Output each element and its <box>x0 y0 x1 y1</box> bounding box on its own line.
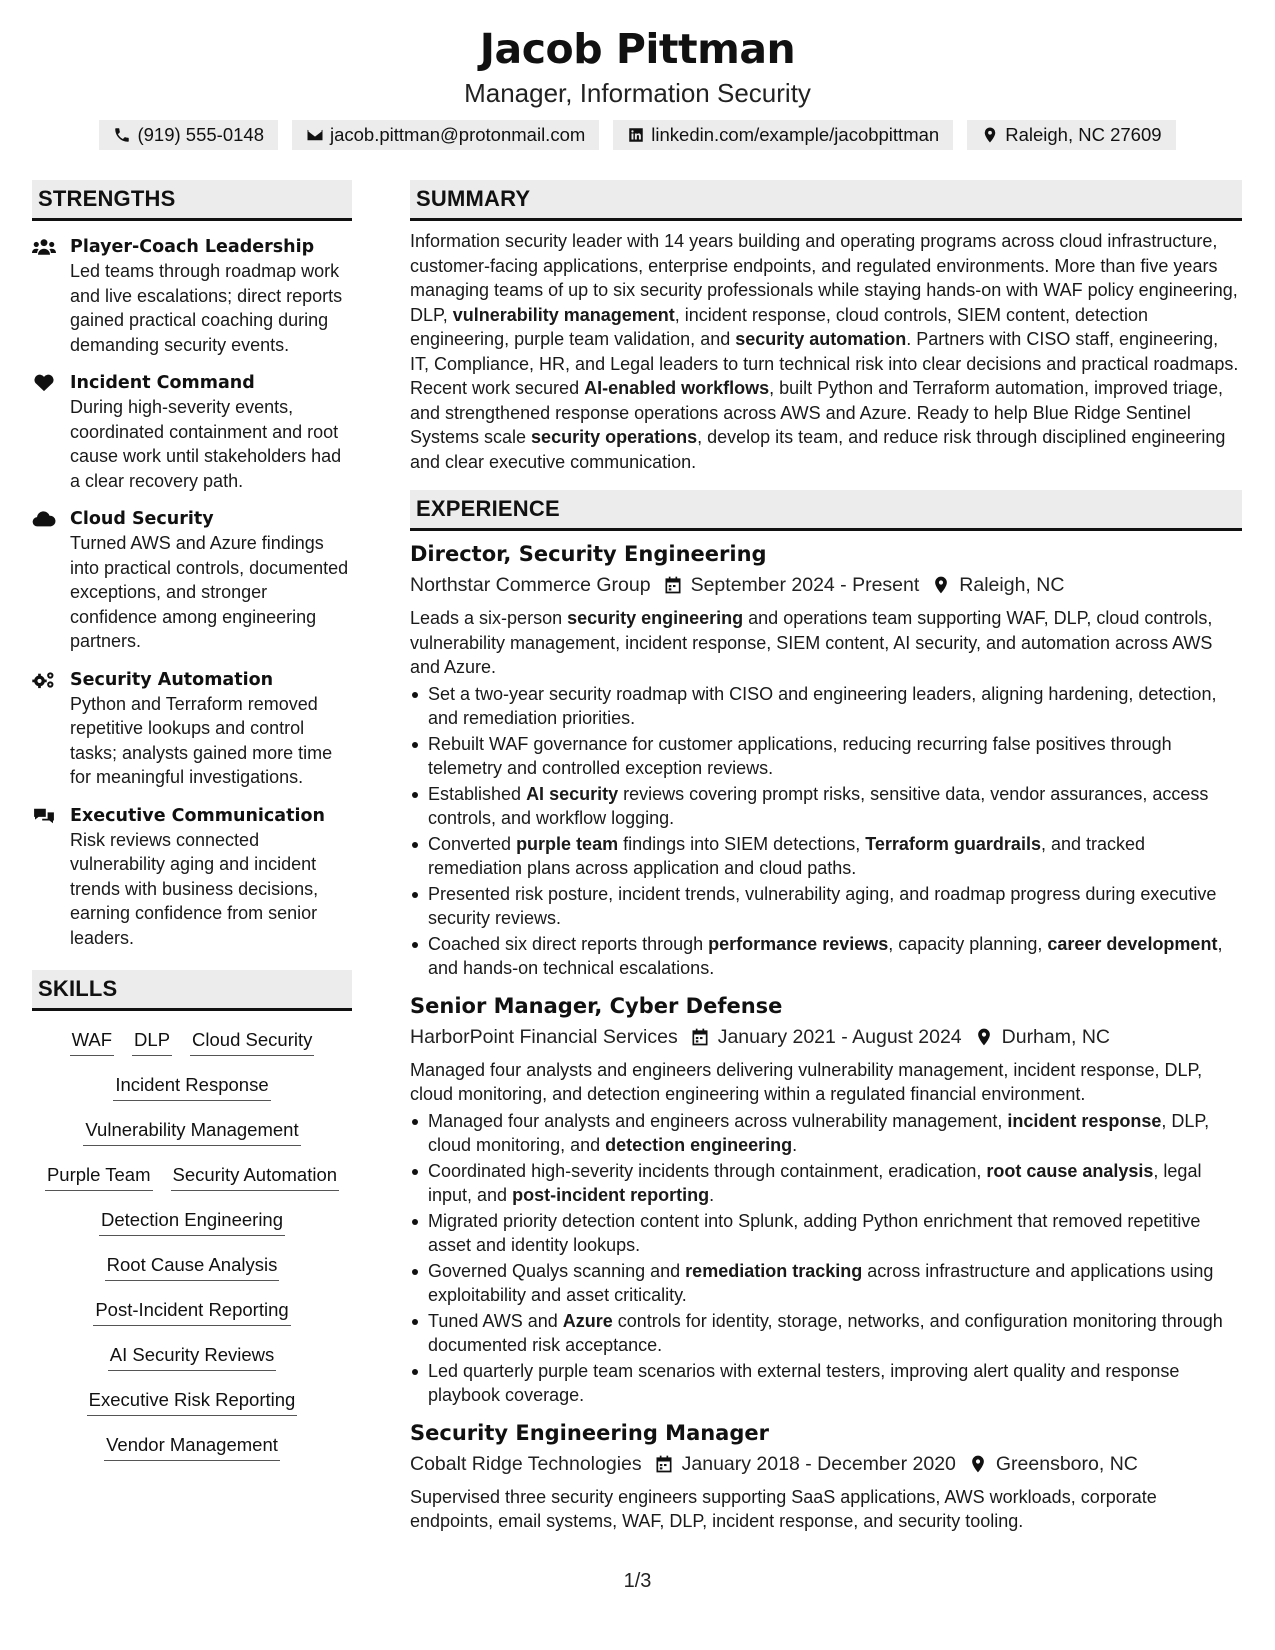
skill-row <box>105 1252 280 1297</box>
skill-tag: AI Security Reviews <box>108 1342 277 1371</box>
job-bullet: Migrated priority detection content into Splunk, adding Python enrichment that removed repetitive asset and identity lookups. <box>410 1209 1242 1258</box>
job-entry <box>410 539 1242 981</box>
job-bullet: Managed four analysts and engineers across vulnerability management, incident response, DLP, cloud monitoring, and detection engineering. <box>410 1109 1242 1158</box>
contact-phone[interactable] <box>99 120 278 150</box>
bold-keyword: security engineering <box>567 608 744 628</box>
job-location: Raleigh, NC <box>959 574 1065 596</box>
skill-row <box>99 1207 285 1252</box>
summary-heading: SUMMARY <box>410 180 1242 221</box>
job-location: Durham, NC <box>1001 1025 1110 1048</box>
job-dates: September 2024 - Present <box>690 574 920 596</box>
job-entry <box>410 1418 1242 1534</box>
job-company: HarborPoint Financial Services <box>410 1025 678 1048</box>
skills-heading: SKILLS <box>32 970 352 1011</box>
skill-tag: Detection Engineering <box>99 1207 285 1236</box>
strength-item <box>32 668 352 790</box>
page-number: 1/3 <box>623 1570 652 1592</box>
skill-tag: Incident Response <box>113 1072 270 1101</box>
job-description: Managed four analysts and engineers delivering vulnerability management, incident response, DLP, cloud monitoring, and detection engineering within a regulated financial environment. <box>410 1059 1203 1104</box>
bold-keyword: Terraform guardrails <box>865 833 1041 854</box>
strength-item <box>32 507 352 654</box>
bold-keyword: performance reviews <box>708 933 889 954</box>
bold-keyword: security automation <box>735 329 907 349</box>
candidate-name: Jacob Pittman <box>479 25 796 73</box>
job-meta <box>410 1022 1242 1052</box>
job-bullets <box>410 682 1242 981</box>
strength-title: Security Automation <box>70 669 274 690</box>
bold-keyword: post-incident reporting <box>512 1185 710 1205</box>
linkedin-icon <box>627 126 645 144</box>
map-pin-icon <box>974 1027 994 1047</box>
bold-keyword: AI-enabled workflows <box>584 378 770 398</box>
right-column <box>410 180 1242 1534</box>
job-location: Greensboro, NC <box>995 1452 1138 1475</box>
bold-keyword: purple team <box>516 833 619 854</box>
job-description: Supervised three security engineers supporting SaaS applications, AWS workloads, corporate endpoints, email systems, WAF, DLP, incident response, and security tooling. <box>410 1486 1157 1531</box>
bold-keyword: Azure <box>562 1310 613 1331</box>
map-pin-icon <box>968 1454 988 1474</box>
calendar-icon <box>654 1454 674 1474</box>
calendar-icon <box>690 1027 710 1047</box>
job-bullet: Coached six direct reports through performance reviews, capacity planning, career development, and hands-on technical escalations. <box>410 932 1242 981</box>
strength-item <box>32 235 352 357</box>
skill-row <box>70 1027 315 1072</box>
skill-tag: Post-Incident Reporting <box>93 1297 290 1326</box>
bold-keyword: career development <box>1047 933 1218 954</box>
skill-tag: Vulnerability Management <box>83 1117 300 1146</box>
bold-keyword: detection engineering <box>605 1135 793 1155</box>
skills-list <box>32 1027 352 1477</box>
contact-location <box>967 120 1175 150</box>
skill-row <box>93 1297 290 1342</box>
summary-text: Information security leader with 14 years building and operating programs across cloud infrastructure, customer-facing applications, enterprise endpoints, and regulated environments. More than five years managing teams of up to six security professionals while staying hands-on with WAF policy engineering, DLP, vulnerability management, incident response, cloud controls, SIEM content, detection engineering, purple team validation, and security automation. Partners with CISO staff, engineering, IT, Compliance, HR, and Legal leaders to turn technical risk into clear decisions and practical roadmaps. Recent work secured AI-enabled workflows, built Python and Terraform automation, improved triage, and strengthened response operations across AWS and Azure. Ready to help Blue Ridge Sentinel Systems scale security operations, develop its team, and reduce risk through disciplined engineering and clear executive communication. <box>410 231 1239 472</box>
contact-phone-text: (919) 555-0148 <box>137 124 264 145</box>
contact-location-text: Raleigh, NC 27609 <box>1005 124 1162 145</box>
skill-tag: Vendor Management <box>104 1432 280 1461</box>
job-company: Northstar Commerce Group <box>410 574 651 596</box>
skill-tag: DLP <box>132 1027 172 1056</box>
bold-keyword: incident response <box>1007 1110 1162 1131</box>
strength-desc: Python and Terraform removed repetitive lookups and control tasks; analysts gained more time for meaningful investigations. <box>70 693 333 787</box>
strength-title: Incident Command <box>70 373 255 393</box>
strength-desc: During high-severity events, coordinated containment and root cause work until stakeholders had a clear recovery path. <box>70 397 342 491</box>
job-bullet: Coordinated high-severity incidents through containment, eradication, root cause analysis, legal input, and post-incident reporting. <box>410 1159 1242 1208</box>
skill-row <box>45 1162 339 1207</box>
skill-row <box>113 1072 270 1117</box>
skill-tag: Purple Team <box>45 1162 153 1191</box>
job-bullet: Governed Qualys scanning and remediation tracking across infrastructure and applications using exploitability and asset criticality. <box>410 1259 1242 1308</box>
users-icon <box>32 238 56 256</box>
job-title: Security Engineering Manager <box>410 1420 769 1445</box>
heart-icon <box>32 374 56 392</box>
job-bullets <box>410 1109 1242 1408</box>
bold-keyword: root cause analysis <box>986 1160 1154 1181</box>
contact-bar <box>0 120 1275 150</box>
calendar-icon <box>663 575 683 595</box>
phone-icon <box>113 126 131 144</box>
job-bullet: Set a two-year security roadmap with CISO and engineering leaders, aligning hardening, detection, and remediation priorities. <box>410 682 1242 731</box>
strength-item <box>32 371 352 493</box>
job-title: Director, Security Engineering <box>410 542 767 566</box>
skill-tag: Root Cause Analysis <box>105 1252 280 1281</box>
comments-icon <box>32 807 56 825</box>
strength-item <box>32 804 352 951</box>
bold-keyword: remediation tracking <box>685 1260 863 1281</box>
job-description: Leads a six-person security engineering and operations team supporting WAF, DLP, cloud controls, vulnerability management, incident response, SIEM content, AI security, and automation across AWS and Azure. <box>410 608 1213 677</box>
skill-tag: Executive Risk Reporting <box>87 1387 298 1416</box>
job-bullet: Converted purple team findings into SIEM detections, Terraform guardrails, and tracked remediation plans across application and cloud paths. <box>410 832 1242 881</box>
skill-row <box>108 1342 277 1387</box>
skill-tag: Cloud Security <box>190 1027 314 1056</box>
job-meta <box>410 1449 1242 1479</box>
map-pin-icon <box>981 126 999 144</box>
skill-tag: Security Automation <box>171 1162 340 1191</box>
contact-email-text: jacob.pittman@protonmail.com <box>329 124 586 145</box>
strength-desc: Turned AWS and Azure findings into practical controls, documented exceptions, and stronger confidence among engineering partners. <box>70 533 349 651</box>
job-bullet: Tuned AWS and Azure controls for identity, storage, networks, and configuration monitoring through documented risk acceptance. <box>410 1309 1242 1358</box>
strength-title: Cloud Security <box>70 509 214 529</box>
bold-keyword: vulnerability management <box>452 304 675 325</box>
strengths-heading: STRENGTHS <box>32 180 352 221</box>
experience-heading: EXPERIENCE <box>410 490 1242 531</box>
job-entry <box>410 991 1242 1408</box>
job-dates: January 2018 - December 2020 <box>681 1452 956 1475</box>
strength-title: Executive Communication <box>70 805 325 826</box>
job-company: Cobalt Ridge Technologies <box>410 1452 642 1475</box>
job-meta <box>410 570 1242 600</box>
job-bullet: Led quarterly purple team scenarios with external testers, improving alert quality and response playbook coverage. <box>410 1359 1242 1408</box>
left-column <box>32 180 352 1477</box>
skill-row <box>87 1387 298 1432</box>
strength-desc: Risk reviews connected vulnerability aging and incident trends with business decisions, earning confidence from senior leaders. <box>70 829 319 948</box>
skill-row <box>83 1117 300 1162</box>
job-bullet: Presented risk posture, incident trends, vulnerability aging, and roadmap progress during executive security reviews. <box>410 882 1242 931</box>
job-bullet: Established AI security reviews covering prompt risks, sensitive data, vendor assurances, access controls, and workflow logging. <box>410 782 1242 831</box>
map-pin-icon <box>931 575 951 595</box>
gears-icon <box>32 671 56 689</box>
skill-tag: WAF <box>70 1027 114 1056</box>
contact-linkedin[interactable] <box>613 120 953 150</box>
contact-linkedin-text: linkedin.com/example/jacobpittman <box>651 124 940 145</box>
strength-desc: Led teams through roadmap work and live escalations; direct reports gained practical coaching during demanding security events. <box>70 261 343 355</box>
envelope-icon <box>306 126 324 144</box>
resume-header <box>0 0 1275 150</box>
cloud-icon <box>32 510 56 528</box>
candidate-role: Manager, Information Security <box>464 78 811 108</box>
skill-row <box>104 1432 280 1477</box>
job-dates: January 2021 - August 2024 <box>717 1025 962 1048</box>
bold-keyword: AI security <box>526 783 619 804</box>
job-bullet: Rebuilt WAF governance for customer applications, reducing recurring false positives through telemetry and controlled exception reviews. <box>410 732 1242 781</box>
strength-title: Player-Coach Leadership <box>70 237 315 257</box>
job-title: Senior Manager, Cyber Defense <box>410 993 783 1018</box>
contact-email[interactable] <box>292 120 599 150</box>
bold-keyword: security operations <box>531 427 698 447</box>
